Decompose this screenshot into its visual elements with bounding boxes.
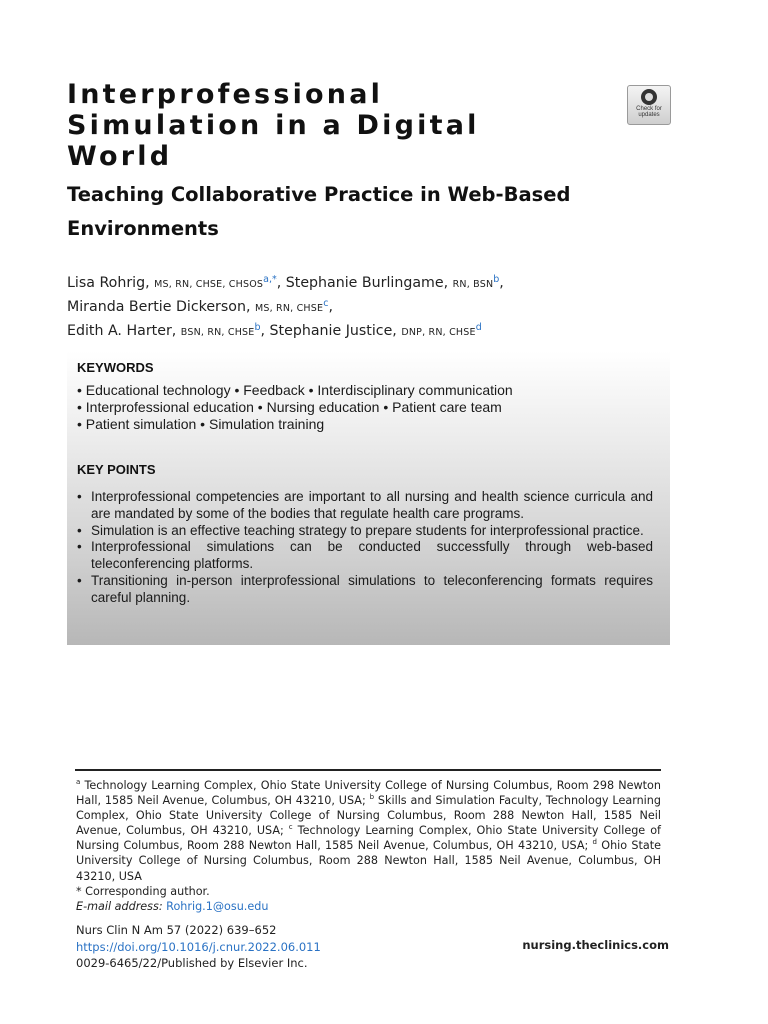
email-link[interactable]: Rohrig.1@osu.edu (166, 899, 269, 913)
keywords-line: • Patient simulation • Simulation training (77, 416, 325, 432)
journal-info (76, 922, 321, 972)
footnote-mark: c (288, 823, 293, 832)
author-affiliation-link[interactable]: d (475, 322, 482, 333)
keywords-heading: KEYWORDS (77, 360, 154, 375)
author-line-2 (67, 294, 687, 318)
footnote-mark: b (369, 793, 375, 802)
author-separator: , (328, 299, 333, 315)
key-point-text: Interprofessional competencies are important to all nursing and health science curricula and are mandated by some of the bodies that regulate health care programs. (91, 489, 653, 521)
journal-site-link[interactable]: nursing.theclinics.com (522, 938, 669, 952)
author-credentials: BSN, RN, CHSE (180, 327, 255, 338)
author-name: Stephanie Burlingame, (285, 275, 449, 291)
author-name: Miranda Bertie Dickerson, (67, 299, 251, 315)
author-affiliation-link[interactable]: c (323, 298, 329, 309)
author-credentials: RN, BSN (452, 279, 494, 290)
author-line-3 (67, 318, 687, 342)
key-points-list (77, 489, 653, 607)
author-separator: , (276, 275, 286, 291)
key-points-heading: KEY POINTS (77, 462, 156, 477)
footnote-divider (75, 769, 661, 771)
author-separator: , (499, 275, 504, 291)
issn-line: 0029-6465/22/Published by Elsevier Inc. (76, 956, 308, 970)
key-point-text: Transitioning in-person interprofessional simulations to teleconferencing formats requires careful planning. (91, 572, 653, 605)
article-title: Interprofessional Simulation in a Digital World (67, 79, 480, 172)
bullet-icon: • (77, 489, 82, 504)
author-list (67, 270, 687, 342)
key-point-item (77, 573, 653, 607)
footnote-mark: d (592, 838, 597, 847)
bullet-icon: • (77, 572, 82, 588)
keywords-keypoints-box (67, 351, 670, 645)
email-line (76, 899, 661, 914)
key-point-text: Interprofessional simulations can be conducted successfully through web-based teleconferencing platforms. (91, 539, 653, 572)
article-subtitle: Teaching Collaborative Practice in Web-Based Environments (67, 183, 571, 240)
author-name: Lisa Rohrig, (67, 275, 150, 291)
footnotes (76, 778, 661, 914)
key-point-item (77, 523, 653, 540)
affiliation-text: Skills and Simulation Faculty, Technology Learning Complex, Ohio State University College of Nursing Columbus, Room 288 Newton Hall, 1585 Neil Avenue, Columbus, OH 43210, USA; (76, 794, 661, 838)
affiliation-text: Ohio State University College of Nursing Columbus, Room 288 Newton Hall, 1585 Neil Avenue, Columbus, OH 43210, USA (76, 839, 661, 883)
author-credentials: MS, RN, CHSE (254, 303, 324, 314)
affiliation-text: Technology Learning Complex, Ohio State University College of Nursing Columbus, Room 298 Newton Hall, 1585 Neil Avenue, Columbus, OH 43210, USA; (76, 779, 661, 808)
keywords-line: • Interprofessional education • Nursing education • Patient care team (77, 399, 502, 415)
author-affiliation-link[interactable]: a,* (263, 274, 277, 285)
doi-link[interactable]: https://doi.org/10.1016/j.cnur.2022.06.011 (76, 939, 321, 954)
bullet-icon: • (77, 539, 82, 555)
key-point-item (77, 539, 653, 573)
author-separator: , (260, 323, 270, 339)
author-credentials: DNP, RN, CHSE (401, 327, 476, 338)
check-for-updates-icon (641, 89, 657, 105)
author-credentials: MS, RN, CHSE, CHSOS (154, 279, 264, 290)
author-name: Stephanie Justice, (269, 323, 397, 339)
affiliation-text: Technology Learning Complex, Ohio State University College of Nursing Columbus, Room 288 Newton Hall, 1585 Neil Avenue, Columbus, OH 43210, USA; (76, 824, 661, 853)
check-for-updates-button[interactable] (627, 85, 671, 125)
affiliation-footnotes (76, 778, 661, 884)
key-point-item (77, 489, 653, 523)
author-name: Edith A. Harter, (67, 323, 177, 339)
key-point-text: Simulation is an effective teaching strategy to prepare students for interprofessional practice. (91, 522, 644, 538)
author-affiliation-link[interactable]: b (254, 322, 261, 333)
footnote-mark: a (76, 778, 81, 786)
email-label: E-mail address: (76, 899, 163, 913)
author-line-1 (67, 270, 687, 294)
keywords-line: • Educational technology • Feedback • Interdisciplinary communication (77, 382, 513, 398)
bullet-icon: • (77, 522, 82, 538)
check-for-updates-label: Check for updates (636, 106, 662, 118)
author-affiliation-link[interactable]: b (493, 274, 500, 285)
corresponding-author-note: * Corresponding author. (76, 884, 210, 898)
keywords-list (77, 382, 513, 433)
journal-citation: Nurs Clin N Am 57 (2022) 639–652 (76, 923, 277, 937)
